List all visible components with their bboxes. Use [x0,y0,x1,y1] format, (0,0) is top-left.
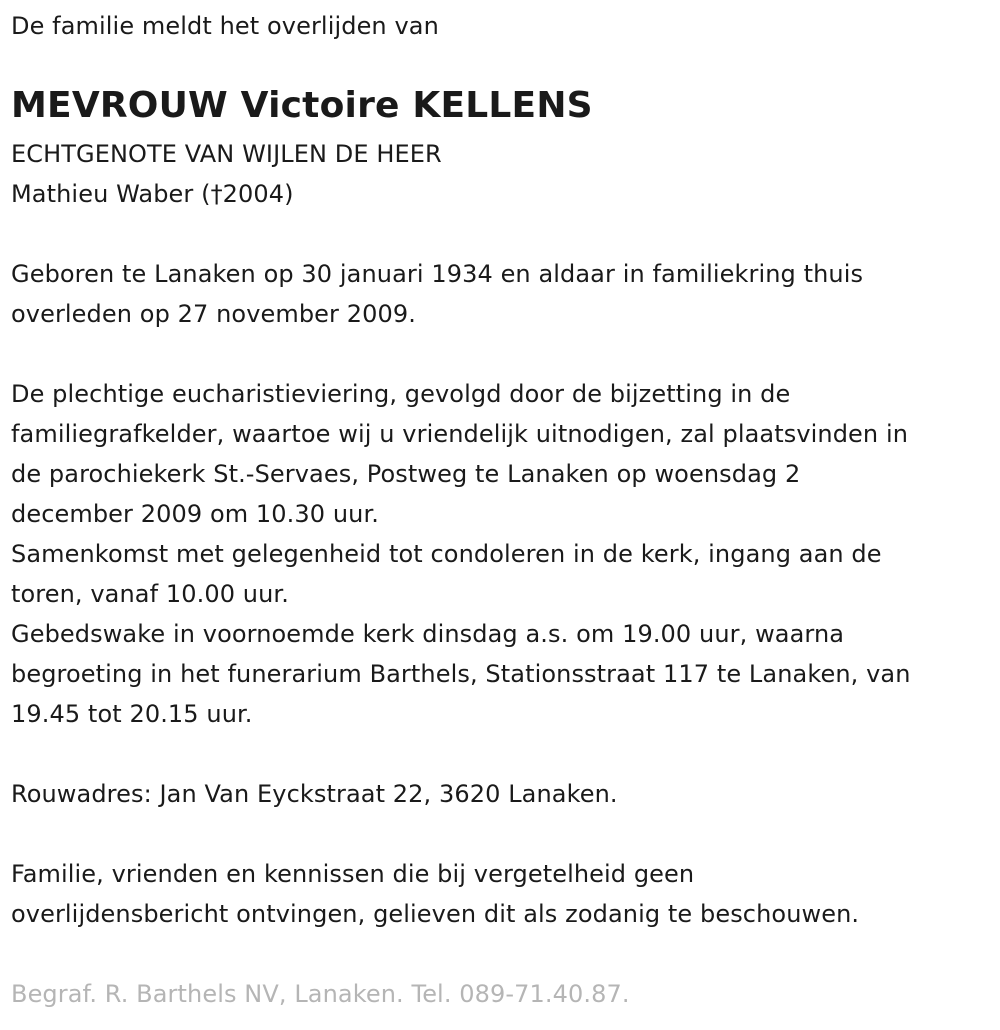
ceremony-line: toren, vanaf 10.00 uur. [11,580,289,608]
birth-death-line: Geboren te Lanaken op 30 januari 1934 en aldaar in familiekring thuis [11,260,864,288]
mourning-address-section [11,774,618,814]
funeral-home-footer: Begraf. R. Barthels NV, Lanaken. Tel. 089-71.40.87. [11,980,630,1008]
mourning-address: Rouwadres: Jan Van Eyckstraat 22, 3620 Lanaken. [11,780,618,808]
intro-text: De familie meldt het overlijden van [11,12,439,40]
closing-notice-line: overlijdensbericht ontvingen, gelieven dit als zodanig te beschouwen. [11,900,860,928]
ceremony-line: begroeting in het funerarium Barthels, Stationsstraat 117 te Lanaken, van [11,660,911,688]
birth-death-line: overleden op 27 november 2009. [11,300,416,328]
birth-death-section [11,254,863,334]
ceremony-line: december 2009 om 10.30 uur. [11,500,379,528]
ceremony-line: 19.45 tot 20.15 uur. [11,700,253,728]
ceremony-line: familiegrafkelder, waartoe wij u vriendelijk uitnodigen, zal plaatsvinden in [11,420,909,448]
ceremony-line: De plechtige eucharistieviering, gevolgd door de bijzetting in de [11,380,791,408]
ceremony-section [11,374,911,734]
spouse-line: ECHTGENOTE VAN WIJLEN DE HEER [11,140,442,168]
spouse-line: Mathieu Waber (†2004) [11,180,294,208]
closing-notice-line: Familie, vrienden en kennissen die bij vergetelheid geen [11,860,695,888]
closing-notice-section [11,854,859,934]
deceased-name: MEVROUW Victoire KELLENS [11,85,593,126]
ceremony-line: de parochiekerk St.-Servaes, Postweg te Lanaken op woensdag 2 [11,460,801,488]
spouse-section [11,134,442,214]
ceremony-line: Gebedswake in voornoemde kerk dinsdag a.s. om 19.00 uur, waarna [11,620,845,648]
ceremony-line: Samenkomst met gelegenheid tot condoleren in de kerk, ingang aan de [11,540,882,568]
